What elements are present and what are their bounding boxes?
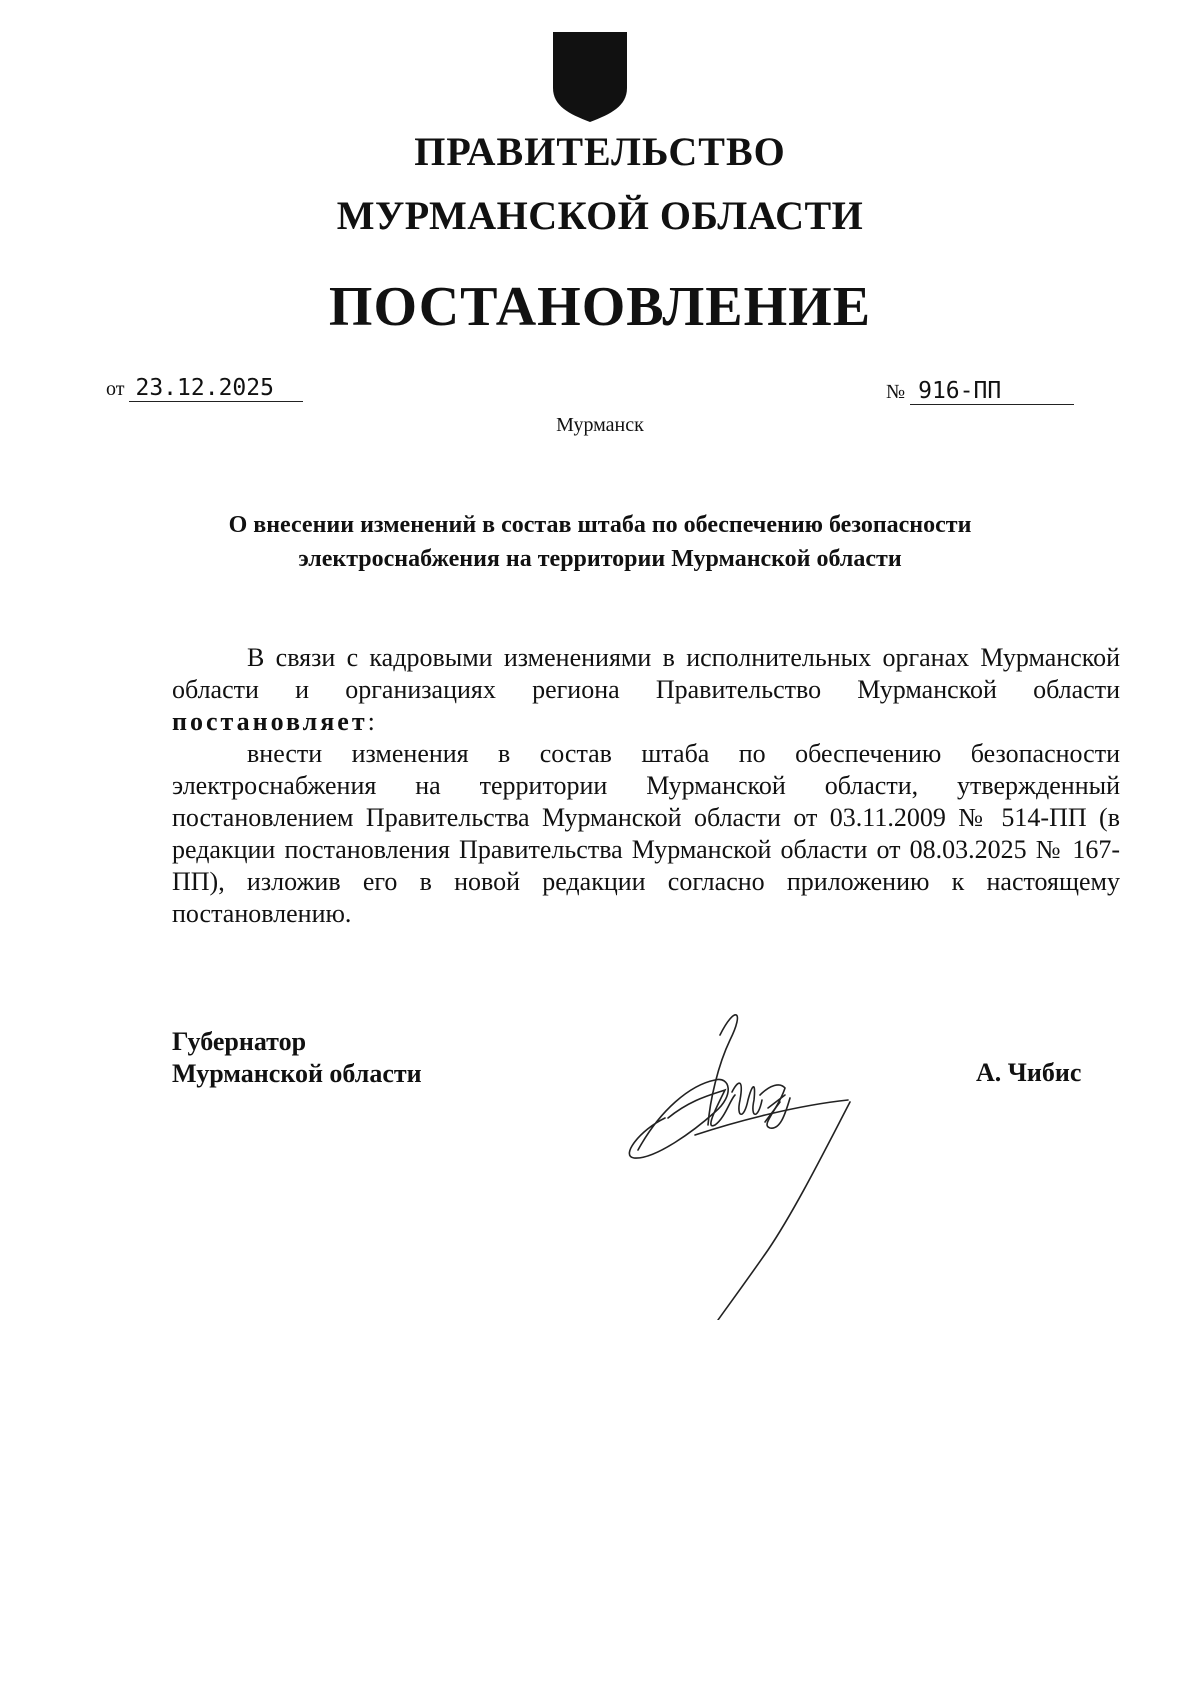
document-date	[106, 375, 303, 402]
signatory-position	[172, 1026, 422, 1090]
date-prefix: от	[106, 378, 125, 400]
resolution-verb: постановляет	[172, 707, 368, 736]
title-line1: О внесении изменений в состав штаба по обеспечению безопасности	[228, 512, 972, 538]
number-prefix: №	[886, 381, 906, 403]
date-value: 23.12.2025	[129, 375, 303, 402]
paragraph-1-text: В связи с кадровыми изменениями в исполнительных органах Мурманской области и организациях региона Правительство Мурманской области	[172, 643, 1120, 704]
title-line2: электроснабжения на территории Мурманской области	[298, 546, 902, 572]
organization-name-line1: ПРАВИТЕЛЬСТВО	[414, 129, 786, 174]
position-line1: Губернатор	[172, 1027, 307, 1056]
handwritten-signature	[620, 1000, 880, 1320]
coat-of-arms-icon	[551, 30, 629, 124]
body-paragraph-2: внести изменения в состав штаба по обеспечению безопасности электроснабжения на территории Мурманской области, утвержденный постановлением Правительства Мурманской области от 03.11.2009 № 514-ПП (в редакции постановления Правительства Мурманской области от 08.03.2025 № 167-ПП), изложив его в новой редакции согласно приложению к настоящему постановлению.	[172, 739, 1120, 928]
document-title	[150, 508, 1050, 576]
number-value: 916-ПП	[910, 378, 1074, 405]
body-paragraph-1	[172, 642, 1120, 738]
document-type: ПОСТАНОВЛЕНИЕ	[328, 276, 872, 338]
paragraph-1-end: :	[367, 707, 375, 736]
document-number	[886, 378, 1074, 405]
city: Мурманск	[556, 414, 644, 436]
position-line2: Мурманской области	[172, 1059, 422, 1088]
organization-name-line2: МУРМАНСКОЙ ОБЛАСТИ	[336, 193, 864, 238]
signatory-name: А. Чибис	[976, 1058, 1082, 1087]
